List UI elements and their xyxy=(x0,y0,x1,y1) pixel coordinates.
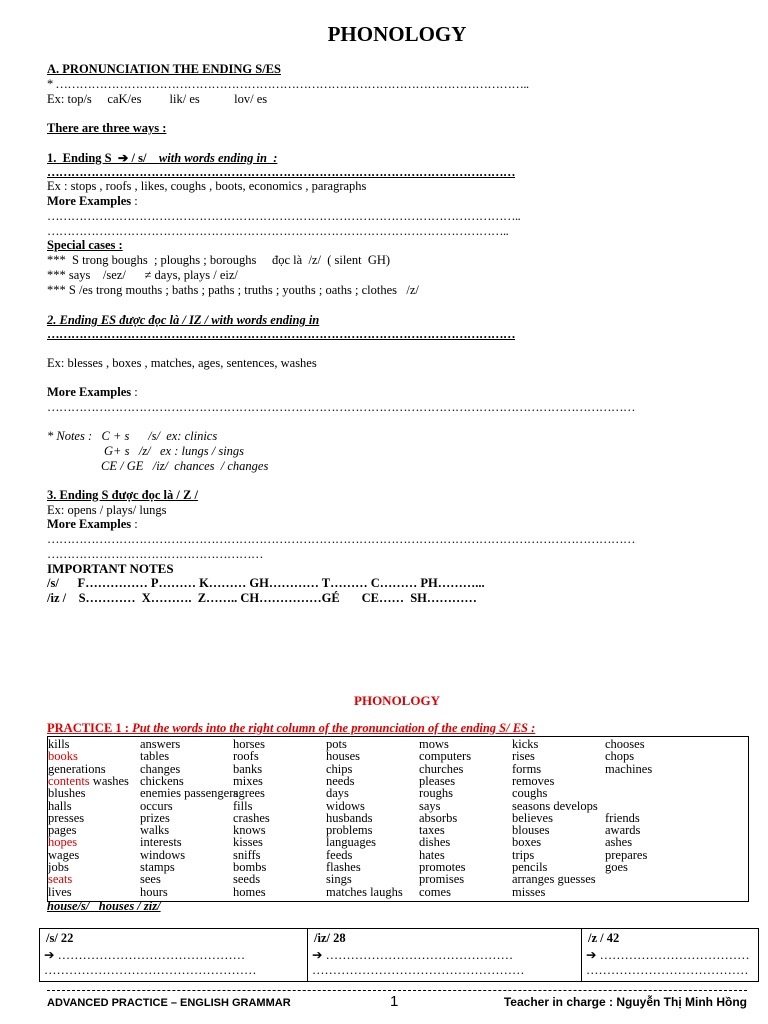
word-cell: fills xyxy=(233,798,253,813)
word-cell: roofs xyxy=(233,749,259,764)
word-cell: answers xyxy=(140,737,181,751)
word-cell: sees xyxy=(140,872,161,887)
word-cell: bombs xyxy=(233,860,267,874)
answer-col-s xyxy=(40,929,308,981)
word-cell: hates xyxy=(419,847,445,862)
answer-row: ………………………………… xyxy=(586,963,749,977)
word-cell: arranges guesses xyxy=(512,872,596,887)
word-cell: needs xyxy=(326,773,355,788)
word-cell: halls xyxy=(48,798,72,813)
word-cell: misses xyxy=(512,884,546,899)
answer-col-iz xyxy=(308,929,582,981)
word-cell: mixes xyxy=(233,773,263,788)
word-cell: flashes xyxy=(326,860,361,874)
word-cell: taxes xyxy=(419,823,445,838)
way1-more-dots-1: ……………………………………………………………………………………………………….. xyxy=(47,209,521,223)
word-cell: prepares xyxy=(605,847,648,862)
word-cell: machines xyxy=(605,761,653,776)
page-footer xyxy=(47,990,747,1021)
word-cell: kicks xyxy=(512,737,539,751)
answer-col-z xyxy=(582,929,758,981)
word-cell: widows xyxy=(326,798,365,813)
word-cell: sings xyxy=(326,872,352,887)
word-cell: promises xyxy=(419,872,465,887)
arrow-icon: ➔ xyxy=(117,151,129,165)
way3-example: Ex: opens / plays/ lungs xyxy=(47,503,167,517)
word-cell: jobs xyxy=(48,860,69,874)
word-cell: forms xyxy=(512,761,542,776)
page-title: PHONOLOGY xyxy=(327,22,467,46)
word-cell: blouses xyxy=(512,823,550,838)
word-cell: friends xyxy=(605,810,640,825)
answer-row: …………………………………………… xyxy=(312,963,525,977)
word-cell: comes xyxy=(419,884,451,899)
arrow-icon: ➔ xyxy=(44,948,55,962)
way2-dots: ……………………………………………………………………………………………………… xyxy=(47,327,515,341)
word-grid xyxy=(47,736,749,902)
section-a-heading: A. PRONUNCIATION THE ENDING S/ES xyxy=(47,62,281,76)
word-cell: roughs xyxy=(419,786,454,801)
word-cell: believes xyxy=(512,810,553,825)
word-cell: enemies passengers xyxy=(140,786,239,801)
way1-heading: 1. Ending S ➔ / s/ with words ending in : xyxy=(47,151,278,165)
word-cell: seasons develops xyxy=(512,798,598,813)
section-a-example: Ex: top/s caK/es lik/ es lov/ es xyxy=(47,92,268,106)
way2-more: More Examples : xyxy=(47,385,138,399)
special-line-3: *** S /es trong mouths ; baths ; paths ; truths ; youths ; oaths ; clothes /z/ xyxy=(47,283,419,297)
answer-header: /iz/ 28 xyxy=(314,931,346,945)
three-ways: There are three ways : xyxy=(47,121,167,135)
word-cell: chooses xyxy=(605,737,645,751)
word-cell: rises xyxy=(512,749,535,764)
house-line: house/s/ houses / ziz/ xyxy=(47,899,161,913)
arrow-icon: ➔ xyxy=(312,948,323,962)
word-cell: trips xyxy=(512,847,535,862)
way2-heading: 2. Ending ES được đọc là / IZ / with words ending in xyxy=(47,313,320,327)
special-label: Special cases : xyxy=(47,238,123,252)
word-cell: awards xyxy=(605,823,641,838)
answer-row: ➔ ……………………………………… xyxy=(44,948,246,962)
word-cell: absorbs xyxy=(419,810,458,825)
word-cell: wages xyxy=(48,847,80,862)
word-cell: crashes xyxy=(233,810,270,825)
answer-row: …………………………………………… xyxy=(44,963,257,977)
word-cell: boxes xyxy=(512,835,542,850)
phonology-subtitle: PHONOLOGY xyxy=(354,693,440,708)
word-cell: homes xyxy=(233,884,266,899)
word-cell: problems xyxy=(326,823,373,838)
word-cell: computers xyxy=(419,749,472,764)
word-cell: banks xyxy=(233,761,263,776)
practice-heading: PRACTICE 1 : Put the words into the right column of the pronunciation of the ending S/ ES : xyxy=(47,721,536,735)
word-cell: presses xyxy=(48,810,85,825)
word-cell: lives xyxy=(48,884,72,899)
word-cell: chickens xyxy=(140,773,184,788)
word-cell: windows xyxy=(140,847,186,862)
important-s-row: /s/ F…………… P……… K……… GH………… T……… C……… PH………... xyxy=(47,576,485,590)
word-cell: churches xyxy=(419,761,464,776)
footer-right: Teacher in charge : Nguyễn Thị Minh Hồng xyxy=(503,995,747,1009)
way1-more-dots-2: …………………………………………………………………………………………………….. xyxy=(47,224,509,238)
word-cell: says xyxy=(419,798,441,813)
way1-example: Ex : stops , roofs , likes, coughs , boots, economics , paragraphs xyxy=(47,179,367,193)
answer-row: ➔ ……………………………………… xyxy=(312,948,514,962)
word-cell: pots xyxy=(326,737,347,751)
word-cell: chips xyxy=(326,761,353,776)
important-notes-label: IMPORTANT NOTES xyxy=(47,561,174,576)
way3-more-dots-1: ………………………………………………………………………………………………………………………………… xyxy=(47,532,635,546)
way1-dots: ……………………………………………………………………………………………………… xyxy=(47,165,515,179)
word-cell: walks xyxy=(140,823,170,838)
answer-table xyxy=(39,928,759,982)
word-cell: seeds xyxy=(233,872,261,887)
word-cell: contents washes xyxy=(48,773,129,788)
word-cell: hours xyxy=(140,884,168,899)
word-cell: ashes xyxy=(605,835,633,850)
word-cell: promotes xyxy=(419,860,466,874)
word-cell: goes xyxy=(605,860,628,874)
notes-line-3: CE / GE /iz/ chances / changes xyxy=(101,459,269,473)
notes-line-1: * Notes : C + s /s/ ex: clinics xyxy=(47,429,218,443)
page-number: 1 xyxy=(390,993,399,1010)
way2-more-dots: ………………………………………………………………………………………………………………………………… xyxy=(47,400,635,414)
word-cell: mows xyxy=(419,737,449,751)
section-a-dots: * ……………………………………………………………………………………………………….. xyxy=(47,77,529,91)
word-cell: days xyxy=(326,786,349,801)
word-cell: houses xyxy=(326,749,361,764)
word-cell: stamps xyxy=(140,860,175,874)
word-cell: feeds xyxy=(326,847,353,862)
word-cell: husbands xyxy=(326,810,373,825)
word-cell: seats xyxy=(48,872,73,887)
answer-header: /z / 42 xyxy=(588,931,620,945)
word-cell: hopes xyxy=(48,835,78,850)
way3-more-dots-2: ……………………………………………… xyxy=(47,547,263,561)
word-cell: coughs xyxy=(512,786,548,801)
word-cell: pages xyxy=(48,823,77,838)
notes-line-2: G+ s /z/ ex : lungs / sings xyxy=(104,444,245,458)
way2-example: Ex: blesses , boxes , matches, ages, sentences, washes xyxy=(47,356,317,370)
word-cell: prizes xyxy=(140,810,170,825)
word-cell: matches laughs xyxy=(326,884,403,899)
word-cell: kills xyxy=(48,737,70,751)
way1-more: More Examples : xyxy=(47,194,138,208)
word-cell: dishes xyxy=(419,835,451,850)
footer-left: ADVANCED PRACTICE – ENGLISH GRAMMAR xyxy=(47,997,291,1009)
word-cell: horses xyxy=(233,737,265,751)
word-cell: interests xyxy=(140,835,182,850)
word-cell: knows xyxy=(233,823,266,838)
word-cell: occurs xyxy=(140,798,173,813)
answer-row: ➔ ……………………………… xyxy=(586,948,750,962)
word-cell: generations xyxy=(48,761,106,776)
word-cell: tables xyxy=(140,749,170,764)
word-cell: changes xyxy=(140,761,181,776)
word-cell: removes xyxy=(512,773,555,788)
word-cell: sniffs xyxy=(233,847,261,862)
arrow-icon: ➔ xyxy=(586,948,597,962)
word-cell: books xyxy=(48,749,78,764)
word-cell: agrees xyxy=(233,786,265,801)
way3-heading: 3. Ending S được đọc là / Z / xyxy=(47,488,198,502)
special-line-2: *** says /sez/ ≠ days, plays / eiz/ xyxy=(47,268,238,282)
important-iz-row: /iz / S………… X………. Z…….. CH……………GÉ CE…… SH………… xyxy=(47,591,477,605)
word-cell: chops xyxy=(605,749,635,764)
word-cell: pencils xyxy=(512,860,548,874)
word-cell: languages xyxy=(326,835,376,850)
answer-header: /s/ 22 xyxy=(46,931,74,945)
special-line-1: *** S trong boughs ; ploughs ; boroughs đọc là /z/ ( silent GH) xyxy=(47,253,391,267)
word-cell: kisses xyxy=(233,835,263,850)
word-cell: blushes xyxy=(48,786,86,801)
word-cell: pleases xyxy=(419,773,456,788)
way3-more: More Examples : xyxy=(47,517,138,531)
